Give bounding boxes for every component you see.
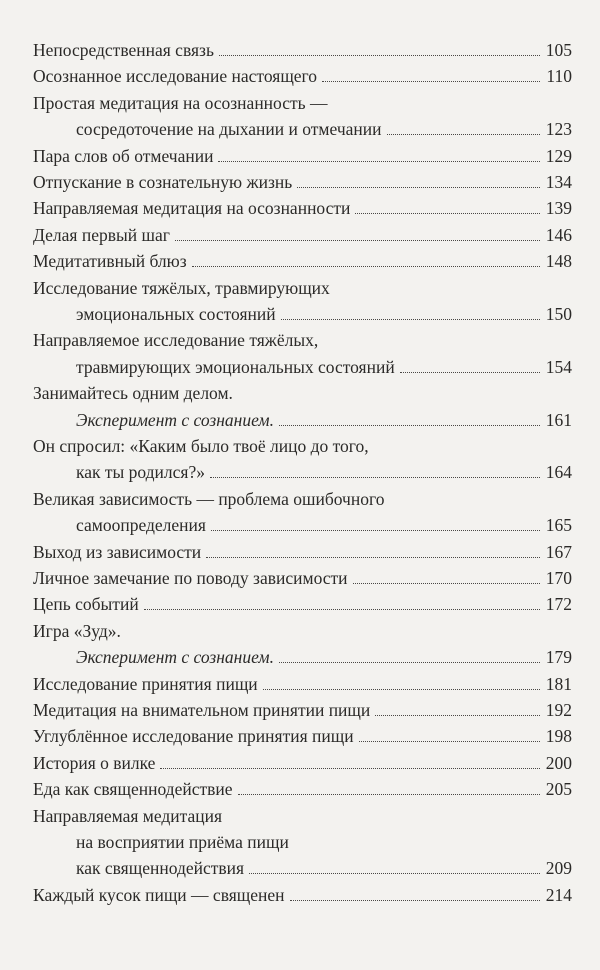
dot-leader (290, 900, 540, 901)
toc-line (0, 590, 600, 618)
dot-leader (144, 609, 540, 610)
toc-line (0, 62, 600, 90)
toc-entry-title: Делая первый шаг (33, 224, 170, 245)
toc-entry-title: Еда как священнодействие (33, 779, 233, 800)
toc-page-number: 134 (545, 172, 572, 192)
toc-line (0, 300, 600, 328)
toc-line (0, 274, 600, 302)
toc-entry-title: самоопределения (76, 515, 206, 536)
toc-line (0, 564, 600, 592)
toc-line (0, 511, 600, 539)
toc-page-number: 179 (545, 647, 572, 668)
toc-page-number: 139 (545, 198, 572, 219)
toc-entry-title: Он спросил: «Каким было твоё лицо до того, (33, 436, 369, 456)
toc-line (0, 432, 600, 460)
toc-line (0, 670, 600, 698)
toc-page-number: 172 (545, 594, 572, 615)
dot-leader (211, 530, 540, 531)
dot-leader (218, 161, 540, 162)
toc-line (0, 379, 600, 407)
dot-leader (160, 768, 540, 769)
toc-entry-title: как ты родился?» (76, 462, 205, 483)
toc-page-number: 170 (545, 568, 572, 588)
toc-entry-title: Каждый кусок пищи — священен (33, 884, 285, 905)
dot-leader (206, 557, 540, 558)
toc-entry-title: Осознанное исследование настоящего (33, 66, 318, 87)
toc-line (0, 749, 600, 777)
dot-leader (219, 55, 540, 56)
dot-leader (279, 425, 540, 426)
toc-line (0, 168, 600, 196)
toc-page-number: 123 (545, 119, 572, 140)
toc-page-number: 105 (545, 40, 572, 60)
dot-leader (375, 715, 540, 716)
toc-line (0, 828, 600, 856)
toc-line (0, 353, 600, 381)
toc-line (0, 854, 600, 882)
dot-leader (279, 662, 540, 663)
toc-line (0, 775, 600, 803)
toc-entry-title: Простая медитация на осознанность — (33, 92, 328, 113)
dot-leader (263, 689, 540, 690)
toc-page-number: 110 (546, 66, 572, 87)
toc-line (0, 194, 600, 222)
toc-entry-title: Эксперимент с сознанием. (76, 647, 274, 668)
toc-page-number: 167 (545, 541, 572, 562)
dot-leader (400, 372, 540, 373)
dot-leader (249, 873, 540, 874)
toc-page-number: 181 (545, 673, 572, 694)
toc-entry-title: История о вилке (33, 752, 156, 773)
dot-leader (359, 741, 540, 742)
toc-entry-title: как священнодействия (76, 858, 245, 879)
toc-line (0, 881, 600, 909)
toc-entry-title: Пара слов об отмечании (33, 145, 214, 166)
dot-leader (210, 477, 540, 478)
toc-entry-title: Игра «Зуд». (33, 620, 121, 641)
toc-page-number: 154 (545, 356, 572, 377)
dot-leader (353, 583, 540, 584)
toc-entry-title: Цепь событий (33, 594, 139, 615)
dot-leader (238, 794, 540, 795)
dot-leader (192, 266, 540, 267)
toc-entry-title: Выход из зависимости (33, 541, 202, 562)
toc-page-number: 129 (545, 145, 572, 166)
toc-line (0, 406, 600, 434)
toc-entry-title: Занимайтесь одним делом. (33, 383, 233, 404)
toc-page-number: 165 (545, 515, 572, 536)
toc-page-number: 146 (545, 224, 572, 245)
dot-leader (355, 213, 540, 214)
dot-leader (281, 319, 540, 320)
toc-entry-title: Исследование принятия пищи (33, 673, 258, 694)
dot-leader (387, 134, 540, 135)
toc-line (0, 115, 600, 143)
toc-entry-title: Отпускание в сознательную жизнь (33, 172, 293, 192)
toc-entry-title: Исследование тяжёлых, травмирующих (33, 277, 330, 298)
toc-line (0, 89, 600, 117)
toc-page-number: 192 (545, 700, 572, 720)
toc-line (0, 617, 600, 645)
toc-entry-title: Эксперимент с сознанием. (76, 409, 274, 430)
toc-entry-title: эмоциональных состояний (76, 304, 276, 324)
toc-entry-title: травмирующих эмоциональных состояний (76, 356, 395, 377)
toc-page-number: 209 (545, 858, 572, 879)
toc-line (0, 722, 600, 750)
toc-page-number: 150 (545, 304, 572, 324)
toc-line (0, 485, 600, 513)
toc-entry-title: Личное замечание по поводу зависимости (33, 568, 348, 588)
toc-line (0, 221, 600, 249)
toc-entry-title: сосредоточение на дыхании и отмечании (76, 119, 382, 140)
toc-page-number: 200 (545, 752, 572, 773)
toc-page-number: 164 (545, 462, 572, 483)
toc-entry-title: Направляемая медитация на осознанности (33, 198, 351, 219)
toc-entry-title: Медитация на внимательном принятии пищи (33, 700, 371, 720)
toc-entry-title: Медитативный блюз (33, 251, 187, 272)
dot-leader (297, 187, 540, 188)
toc-page-number: 205 (545, 779, 572, 800)
toc-line (0, 142, 600, 170)
toc-line (0, 326, 600, 354)
toc-line (0, 696, 600, 724)
toc-entry-title: Направляемая медитация (33, 805, 223, 826)
toc-entry-title: Углублённое исследование принятия пищи (33, 726, 354, 747)
toc-entry-title: на восприятии приёма пищи (76, 832, 289, 852)
toc-line (0, 538, 600, 566)
dot-leader (175, 240, 540, 241)
toc-page-number: 148 (545, 251, 572, 272)
toc-entry-title: Направляемое исследование тяжёлых, (33, 330, 319, 351)
toc-line (0, 247, 600, 275)
dot-leader (322, 81, 540, 82)
toc-entry-title: Непосредственная связь (33, 40, 214, 60)
toc-line (0, 802, 600, 830)
toc-line (0, 36, 600, 64)
toc-page-number: 161 (545, 409, 572, 430)
toc-page-number: 198 (545, 726, 572, 747)
toc-line (0, 458, 600, 486)
toc-entry-title: Великая зависимость — проблема ошибочного (33, 488, 385, 509)
toc-line (0, 643, 600, 671)
toc-page-number: 214 (545, 884, 572, 905)
